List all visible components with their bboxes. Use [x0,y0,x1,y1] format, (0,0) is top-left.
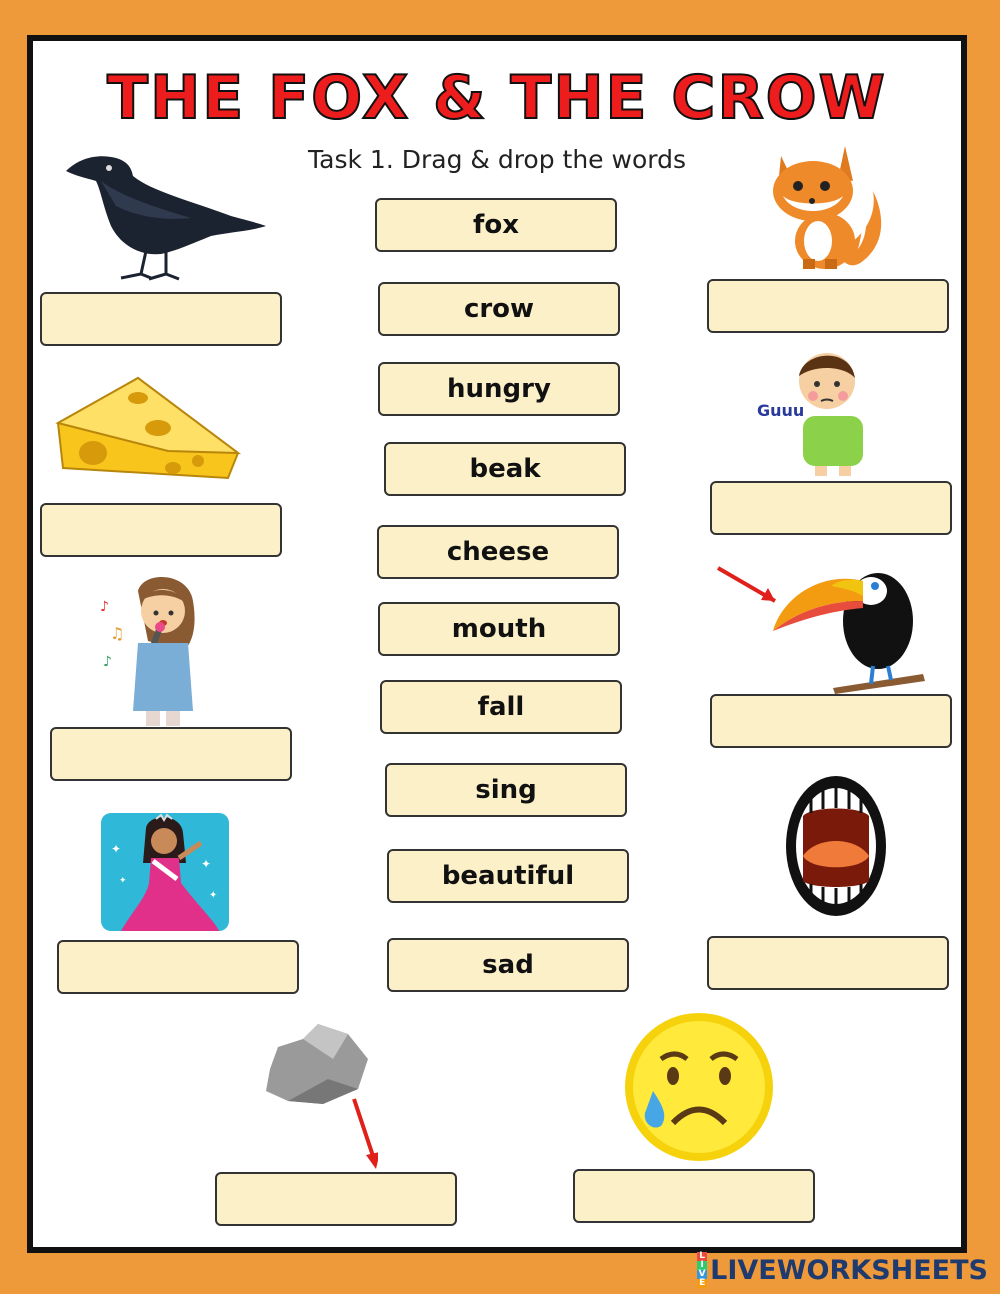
word-tile-beautiful[interactable]: beautiful [387,849,629,903]
drop-zone-sing[interactable] [50,727,292,781]
crow-picture [61,146,266,281]
worksheet [27,35,967,1253]
brand-logo-icon: L I V E [698,1251,706,1288]
word-tile-crow[interactable]: crow [378,282,620,336]
word-tile-mouth[interactable]: mouth [378,602,620,656]
word-tile-beak[interactable]: beak [384,442,626,496]
svg-text:Guuu: Guuu [757,401,805,420]
drop-zone-cheese[interactable] [40,503,282,557]
svg-text:✦: ✦ [201,857,212,871]
svg-text:✦: ✦ [209,890,218,901]
drop-zone-beak[interactable] [710,694,952,748]
brand-logo [697,1252,988,1288]
falling-rock-picture [258,1019,378,1174]
drop-zone-mouth[interactable] [707,936,949,990]
svg-text:♫: ♫ [110,624,125,643]
sad-face-picture [623,1011,775,1163]
word-tile-cheese[interactable]: cheese [377,525,619,579]
open-mouth-picture [781,771,891,921]
drop-zone-fall[interactable] [215,1172,457,1226]
drop-zone-hungry[interactable] [710,481,952,535]
word-tile-sad[interactable]: sad [387,938,629,992]
drop-zone-fox[interactable] [707,279,949,333]
drop-zone-crow[interactable] [40,292,282,346]
svg-text:✦: ✦ [119,876,127,886]
page-title: THE FOX & THE CROW [107,63,887,133]
drop-zone-beautiful[interactable] [57,940,299,994]
word-tile-fall[interactable]: fall [380,680,622,734]
word-tile-fox[interactable]: fox [375,198,617,252]
svg-text:♪: ♪ [103,654,112,670]
singing-girl-picture [98,571,208,726]
toucan-beak-picture [713,556,928,696]
brand-logo-text: LIVEWORKSHEETS [710,1254,988,1286]
svg-text:♪: ♪ [100,599,109,615]
task-instruction: Task 1. Drag & drop the words [308,145,686,174]
hungry-boy-picture [755,346,870,476]
svg-text:✦: ✦ [111,842,122,856]
word-tile-sing[interactable]: sing [385,763,627,817]
cheese-picture [48,373,243,483]
word-tile-hungry[interactable]: hungry [378,362,620,416]
beautiful-queen-picture [101,813,229,931]
fox-picture [763,141,893,276]
drop-zone-sad[interactable] [573,1169,815,1223]
